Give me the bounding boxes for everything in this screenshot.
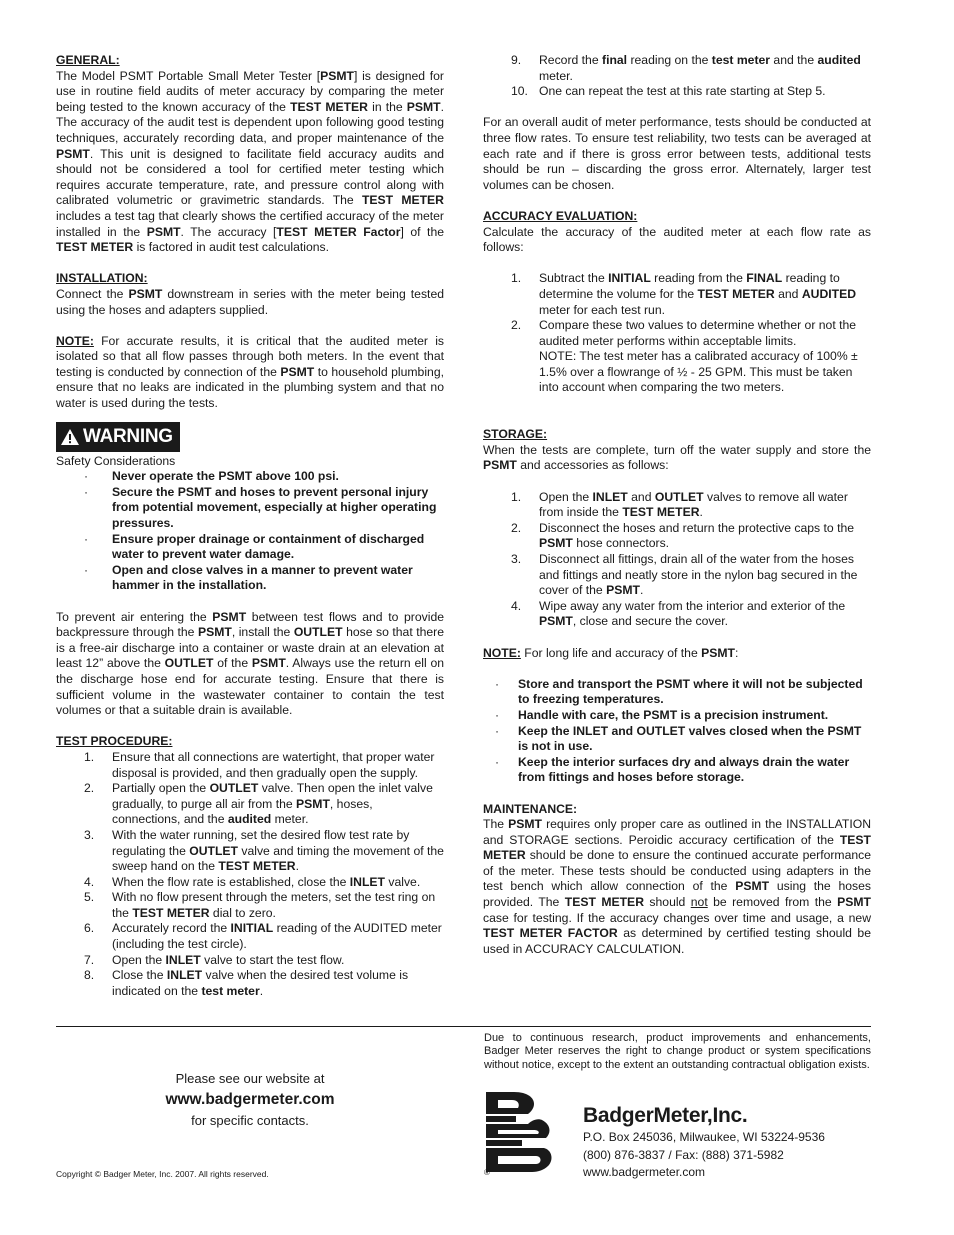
storage-heading: STORAGE: — [483, 427, 548, 442]
warning-triangle-icon — [60, 428, 80, 446]
general-paragraph: The Model PSMT Portable Small Meter Tester [PSMT] is designed for use in routine field audits of meter accuracy by comparing the meter being tested to the known accuracy of the TEST METER in the PSMT. The accuracy of the audit test is dependent upon following good testing techniques, accurately recording data, and proper maintenance of the PSMT. This unit is designed to facilitate field accuracy audits and should not be considered a tool for certified meter testing which requires accurate temperature, rate, and pressure control along with calibrated volumetric or gravimetric standards. The TEST METER includes a test tag that clearly shows the certified accuracy of the meter installed in the PSMT. The accuracy [TEST METER Factor] of the TEST METER is factored in audit test calculations. — [56, 68, 444, 255]
list-item: 10. One can repeat the test at this rate starting at Step 5. — [511, 84, 826, 99]
list-item: 3. With the water running, set the desired flow test rate by regulating the OUTLET valve and timing the movement of the sweep hand on the TEST METER. — [84, 827, 444, 874]
footer-divider — [56, 1026, 871, 1027]
list-item: 2. Partially open the OUTLET valve. Then open the inlet valve gradually, to purge all air from the PSMT, hoses, connections, and the audited meter. — [84, 781, 433, 827]
list-item: · Handle with care, the PSMT is a precision instrument. — [495, 707, 829, 722]
registered-mark: ® — [484, 1168, 490, 1177]
accuracy-evaluation-heading: ACCURACY EVALUATION: — [483, 208, 638, 223]
list-item: 1. Ensure that all connections are watertight, that proper water disposal is provided, and then gradually open the supply. — [84, 749, 435, 780]
maintenance-paragraph: The PSMT requires only proper care as outlined in the INSTALLATION and STORAGE sections. Peroidic accuracy certification of the TEST METER should be done to ensure the continued accurate performance of the meter. These tests should be conducted using adapters in the test bench which allow connection of the PSMT using the hoses provided. The TEST METER should not be removed from the PSMT case for testing. If the accuracy changes over time and usage, a new TEST METER FACTOR as determined by certified testing should be used in ACCURACY CALCULATION. — [483, 817, 872, 956]
storage-list — [483, 490, 871, 630]
safety-intro: Safety Considerations — [56, 453, 176, 468]
footer-contacts-text: for specific contacts. — [191, 1113, 309, 1128]
accuracy-intro: Calculate the accuracy of the audited meter at each flow rate as follows: — [483, 224, 871, 255]
list-item: · Never operate the PSMT above 100 psi. — [84, 469, 339, 484]
maintenance-heading: MAINTENANCE: — [483, 801, 578, 816]
list-item: · Ensure proper drainage or containment of discharged water to prevent water damage. — [84, 531, 425, 562]
company-block — [583, 1103, 825, 1182]
test-procedure-list — [56, 750, 444, 1000]
list-item: · Keep the INLET and OUTLET valves closed when the PSMT is not in use. — [495, 723, 862, 754]
list-item: 8. Close the INLET valve when the desired test volume is indicated on the test meter. — [84, 968, 409, 998]
list-item: 2. Compare these two values to determine whether or not the audited meter performs within acceptable limits. NOTE: The test meter has a calibrated accuracy of 100% ± 1.5% over a flowrange of ½ - 25 GPM. This must be taken into account when comparing the two meters. — [511, 318, 858, 395]
general-heading: GENERAL: — [56, 53, 120, 67]
list-item: 1. Open the INLET and OUTLET valves to remove all water from inside the TEST METER. — [511, 489, 848, 520]
installation-note: NOTE: For accurate results, it is critical that the audited meter is isolated so that all flow passes through both meters. In the event that testing is conducted by connection of the PSMT to household plumbing, ensure that no leaks are indicated in the plumbing system and that no water is used during the tests. — [56, 333, 444, 411]
list-item: 3. Disconnect all fittings, drain all of the water from the hoses and fittings and neatly store in the nylon bag secured in the cover of the PSMT. — [511, 552, 858, 598]
list-item: 5. With no flow present through the meters, set the test ring on the TEST METER dial to zero. — [84, 890, 436, 920]
list-item: 2. Disconnect the hoses and return the protective caps to the PSMT hose connectors. — [511, 520, 855, 551]
list-item: 4. Wipe away any water from the interior and exterior of the PSMT, close and secure the cover. — [511, 598, 846, 629]
footer-contact — [56, 1068, 444, 1131]
list-item: 1. Subtract the INITIAL reading from the FINAL reading to determine the volume for the TEST METER and AUDITED meter for each test run. — [511, 271, 857, 317]
list-item: · Secure the PSMT and hoses to prevent personal injury from potential movement, especially at higher operating pressures. — [84, 484, 437, 531]
footer-see-text: Please see our website at — [175, 1071, 325, 1086]
installation-heading: INSTALLATION: — [56, 271, 148, 286]
list-item: · Open and close valves in a manner to prevent water hammer in the installation. — [84, 562, 413, 593]
safety-list — [56, 469, 444, 594]
storage-note-list — [483, 677, 871, 786]
test-procedure-list-continued — [483, 53, 871, 100]
list-item: · Store and transport the PSMT where it will not be subjected to freezing temperatures. — [495, 676, 863, 707]
installation-paragraph: Connect the PSMT downstream in series with the meter being tested using the hoses and adapters supplied. — [56, 286, 444, 317]
company-address: P.O. Box 245036, Milwaukee, WI 53224-9536 — [583, 1130, 825, 1144]
list-item: 7. Open the INLET valve to start the test flow. — [84, 952, 345, 967]
footer-website-link[interactable]: www.badgermeter.com — [165, 1091, 335, 1108]
list-item: 4. When the flow rate is established, close the INLET valve. — [84, 874, 421, 889]
disclaimer: Due to continuous research, product improvements and enhancements, Badger Meter reserves the right to change product or system specifications without notice, except to the extent an outstanding contractual obligation exists. — [484, 1032, 871, 1071]
overall-audit-paragraph: For an overall audit of meter performance, tests should be conducted at three flow rates. To ensure test reliability, two tests can be averaged at each rate and if there is gross error between tests, additional tests should be run – discarding the gross error. Alternately, larger test volumes can be chosen. — [483, 115, 871, 192]
list-item: · Keep the interior surfaces dry and always drain the water from fittings and hoses before storage. — [495, 754, 850, 785]
badger-meter-logo-icon — [484, 1090, 556, 1182]
air-paragraph: To prevent air entering the PSMT between test flows and to provide backpressure through the PSMT, install the OUTLET hose so that there is a free-air discharge into a container or waste drain at an elevation at least 12” above the OUTLET of the PSMT. Always use the return ell on the discharge hose end for accurate testing. Ensure that there is sufficient volume in the wastewater container to contain the test volumes or that a suitable drain is available. — [56, 609, 445, 718]
list-item: 9. Record the final reading on the test meter and the audited meter. — [511, 53, 861, 83]
copyright: Copyright © Badger Meter, Inc. 2007. All rights reserved. — [56, 1169, 269, 1179]
company-name: BadgerMeter,Inc. — [583, 1104, 748, 1127]
right-column — [483, 53, 871, 957]
left-column — [56, 53, 444, 999]
storage-intro: When the tests are complete, turn off the water supply and store the PSMT and accessories as follows: — [483, 442, 871, 473]
warning-label: WARNING — [56, 422, 180, 452]
company-website[interactable]: www.badgermeter.com — [583, 1165, 706, 1179]
storage-note: NOTE: For long life and accuracy of the PSMT: — [483, 645, 739, 660]
accuracy-list — [483, 271, 871, 396]
company-phone: (800) 876-3837 / Fax: (888) 371-5982 — [583, 1147, 784, 1162]
list-item: 6. Accurately record the INITIAL reading of the AUDITED meter (including the test circle). — [84, 921, 442, 952]
test-procedure-heading: TEST PROCEDURE: — [56, 734, 173, 749]
